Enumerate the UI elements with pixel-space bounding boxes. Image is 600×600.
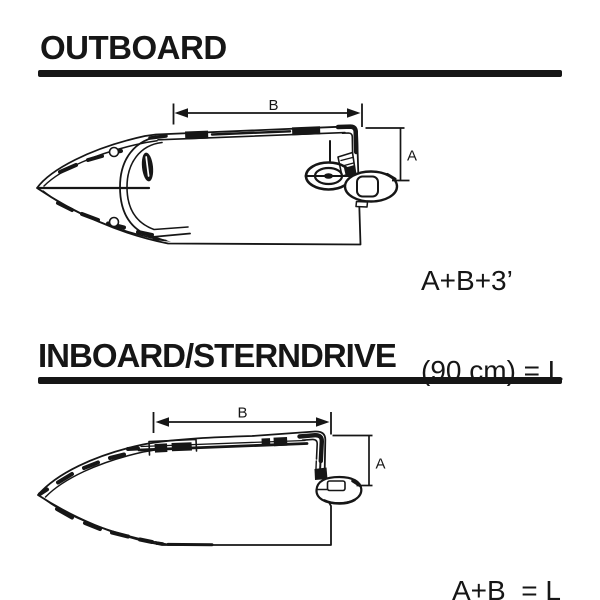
section-title-outboard: OUTBOARD	[40, 29, 227, 66]
section-title-inboard: INBOARD/STERNDRIVE	[38, 337, 396, 374]
dim-label-a-outboard: A	[407, 147, 418, 165]
arrow-left-icon	[175, 108, 189, 117]
arrow-left-icon	[156, 417, 170, 426]
arrow-right-icon	[347, 108, 361, 117]
outboard-boat-illustration	[37, 126, 397, 244]
formula-outboard-line1: A+B+3’	[421, 265, 513, 296]
inboard-boat-illustration	[38, 431, 361, 545]
formula-inboard-line1: A+B = L	[452, 575, 561, 600]
dim-label-b-outboard: B	[268, 97, 279, 114]
arrow-right-icon	[316, 417, 330, 426]
dim-label-a-inboard: A	[375, 455, 386, 473]
dim-label-b-inboard: B	[237, 404, 248, 422]
outboard-dimensions	[174, 97, 418, 181]
formula-outboard-line2: (90 cm) = L	[421, 355, 564, 386]
